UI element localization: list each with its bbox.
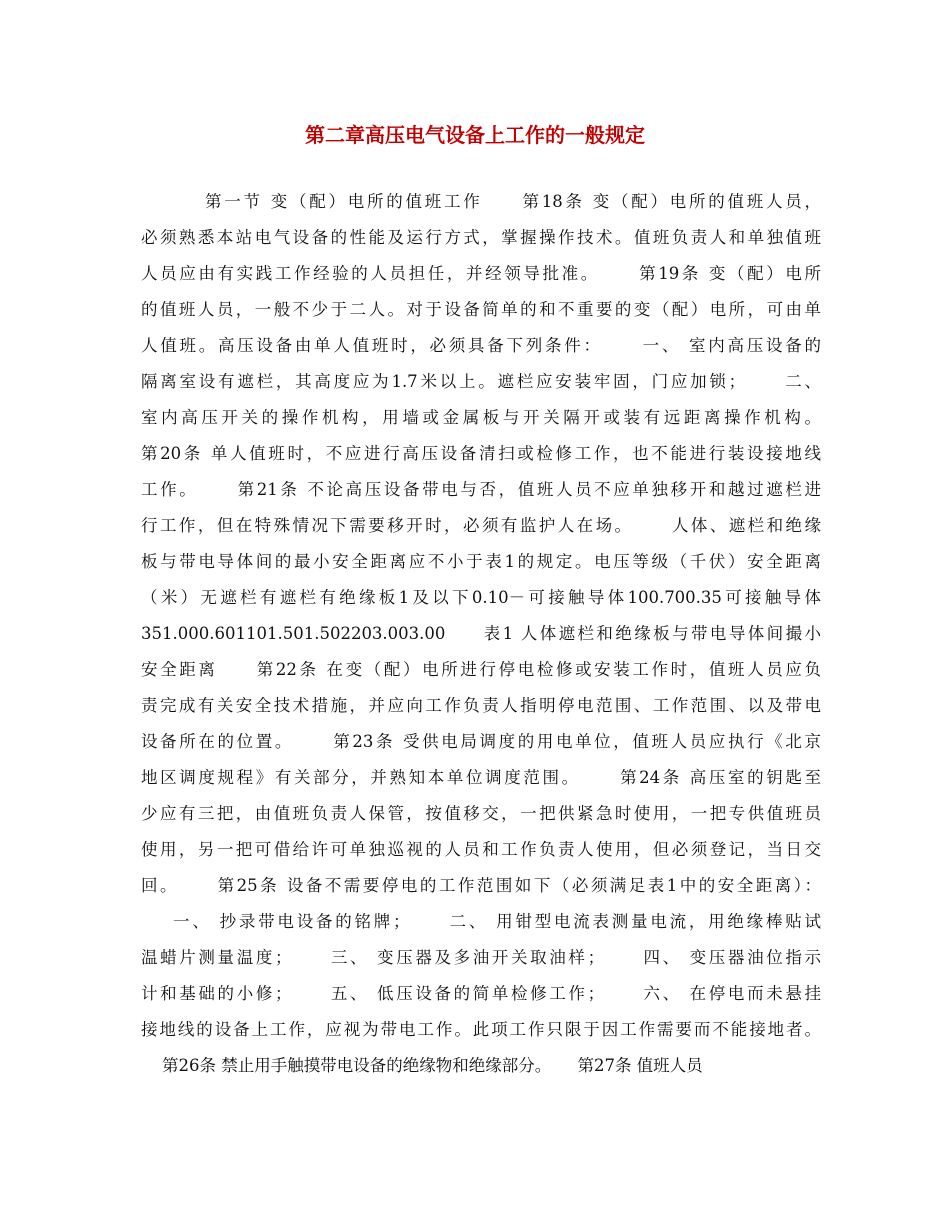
text-line: 温蜡片测量温度； 三、 变压器及多油开关取油样； 四、 变压器油位指示 [141, 948, 821, 967]
text-line: 使用，另一把可借给许可单独巡视的人员和工作负责人使用，但必须登记，当日交 [141, 840, 821, 859]
text-line: 安全距离 第22条 在变（配）电所进行停电检修或安装工作时，值班人员应负 [141, 660, 821, 679]
text-line: 必须熟悉本站电气设备的性能及运行方式，掌握操作技术。值班负责人和单独值班 [141, 228, 821, 247]
text-line: 室内高压开关的操作机构，用墙或金属板与开关隔开或装有远距离操作机构。 [141, 408, 821, 427]
text-line: 第20条 单人值班时，不应进行高压设备清扫或检修工作，也不能进行装设接地线 [141, 444, 821, 463]
text-line: 的值班人员，一般不少于二人。对于设备简单的和不重要的变（配）电所，可由单 [141, 300, 821, 319]
text-line: 计和基础的小修； 五、 低压设备的简单检修工作； 六、 在停电而未悬挂 [141, 984, 821, 1003]
document-title: 第二章高压电气设备上工作的一般规定 [305, 123, 645, 147]
text-line: 工作。 第21条 不论高压设备带电与否，值班人员不应单独移开和越过遮栏进 [141, 480, 821, 499]
text-line: 责完成有关安全技术措施，并应向工作负责人指明停电范围、工作范围、以及带电 [141, 696, 821, 715]
text-line: 第一节 变（配）电所的值班工作 第18条 变（配）电所的值班人员， [141, 192, 821, 211]
text-line: 人值班。高压设备由单人值班时，必须具备下列条件： 一、 室内高压设备的 [141, 336, 821, 355]
text-line: 人员应由有实践工作经验的人员担任，并经领导批准。 第19条 变（配）电所 [141, 264, 821, 283]
text-line: 少应有三把，由值班负责人保管，按值移交，一把供紧急时使用，一把专供值班员 [141, 804, 821, 823]
text-line: 地区调度规程》有关部分，并熟知本单位调度范围。 第24条 高压室的钥匙至 [141, 768, 821, 787]
text-line: 接地线的设备上工作，应视为带电工作。此项工作只限于因工作需要而不能接地者。 [141, 1020, 821, 1039]
text-line: 设备所在的位置。 第23条 受供电局调度的用电单位，值班人员应执行《北京 [141, 732, 821, 751]
text-line: 板与带电导体间的最小安全距离应不小于表1的规定。电压等级（千伏）安全距离 [141, 552, 821, 571]
text-line: （米）无遮栏有遮栏有绝缘板1及以下0.10－可接触导体100.700.35可接触导体 [141, 588, 821, 607]
text-line: 351.000.601101.501.502203.003.00 表1 人体遮栏和绝缘板与带电导体间撮小 [141, 624, 821, 643]
document-body [141, 184, 821, 1084]
text-line: 一、 抄录带电设备的铭牌； 二、 用钳型电流表测量电流，用绝缘棒贴试 [141, 912, 821, 931]
text-line: 行工作，但在特殊情况下需要移开时，必须有监护人在场。 人体、遮栏和绝缘 [141, 516, 821, 535]
text-line: 回。 第25条 设备不需要停电的工作范围如下（必须满足表1中的安全距离）： [141, 876, 821, 895]
text-line: 第26条 禁止用手触摸带电设备的绝缘物和绝缘部分。 第27条 值班人员 [141, 1056, 703, 1075]
text-line: 隔离室设有遮栏，其高度应为1.7米以上。遮栏应安装牢固，门应加锁； 二、 [141, 372, 821, 391]
